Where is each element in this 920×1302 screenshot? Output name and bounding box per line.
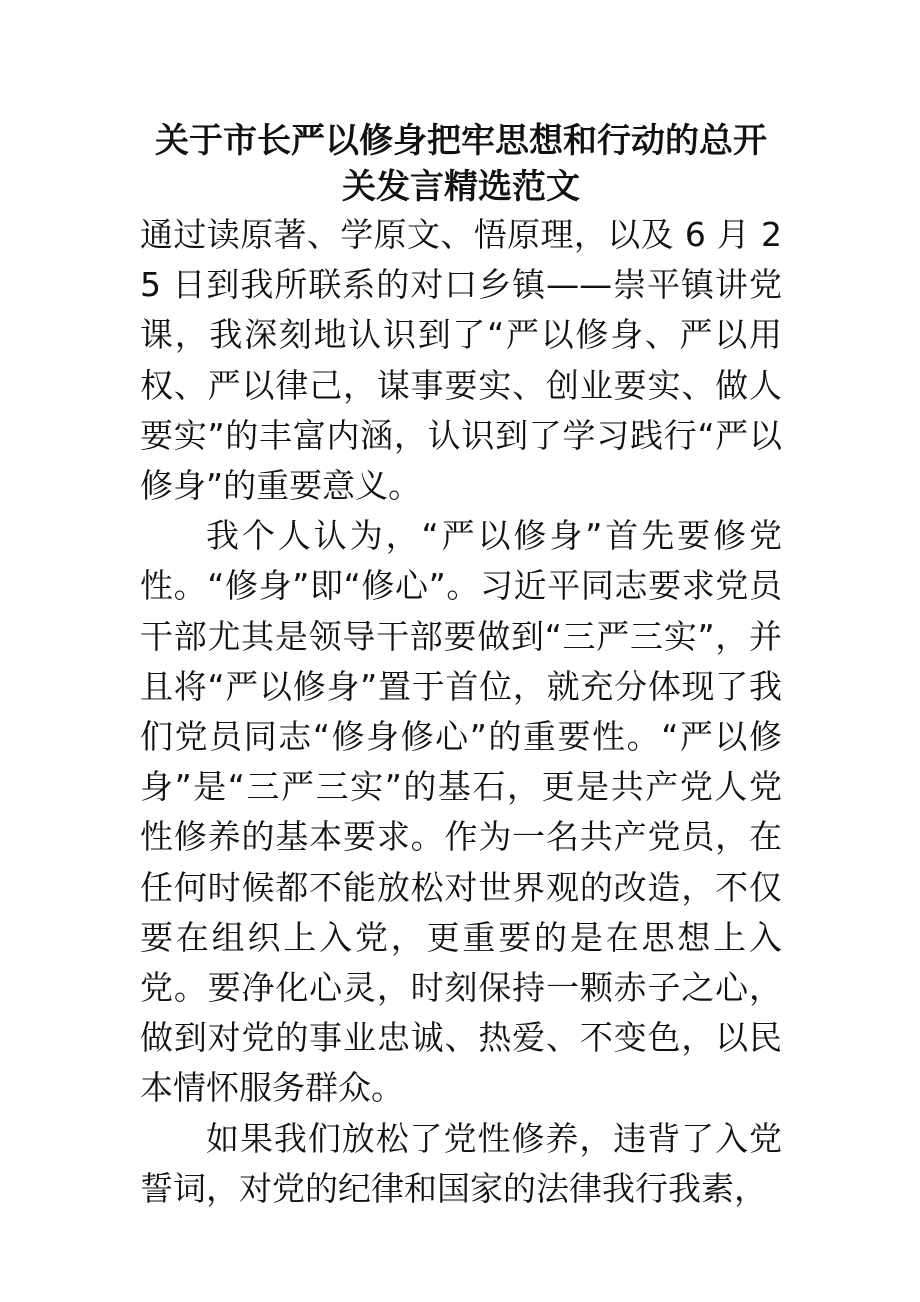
title-line-1: 关于市长严以修身把牢思想和行动的总开: [155, 121, 767, 161]
paragraph-2: 我个人认为，“严以修身”首先要修党性。“修身”即“修心”。习近平同志要求党员干部尤其是领导干部要做到“三严三实”，并且将“严以修身”置于首位，就充分体现了我们党员同志“修身修心”的重要性。“严以修身”是“三严三实”的基石，更是共产党人党性修养的基本要求。作为一名共产党员，在任何时候都不能放松对世界观的改造，不仅要在组织上入党，更重要的是在思想上入党。要净化心灵，时刻保持一颗赤子之心，做到对党的事业忠诚、热爱、不变色，以民本情怀服务群众。: [140, 516, 782, 1108]
paragraph-3: 如果我们放松了党性修养，违背了入党誓词，对党的纪律和国家的法律我行我素，: [140, 1118, 782, 1208]
title-line-2: 关发言精选范文: [342, 167, 580, 207]
document-body: [140, 118, 782, 1214]
document-title: [140, 118, 782, 210]
paragraph-1: 通过读原著、学原文、悟原理，以及 6 月 25 日到我所联系的对口乡镇——崇平镇讲党课，我深刻地认识到了“严以修身、严以用权、严以律己，谋事要实、创业要实、做人要实”的丰富内涵，认识到了学习践行“严以修身”的重要意义。: [140, 215, 782, 506]
